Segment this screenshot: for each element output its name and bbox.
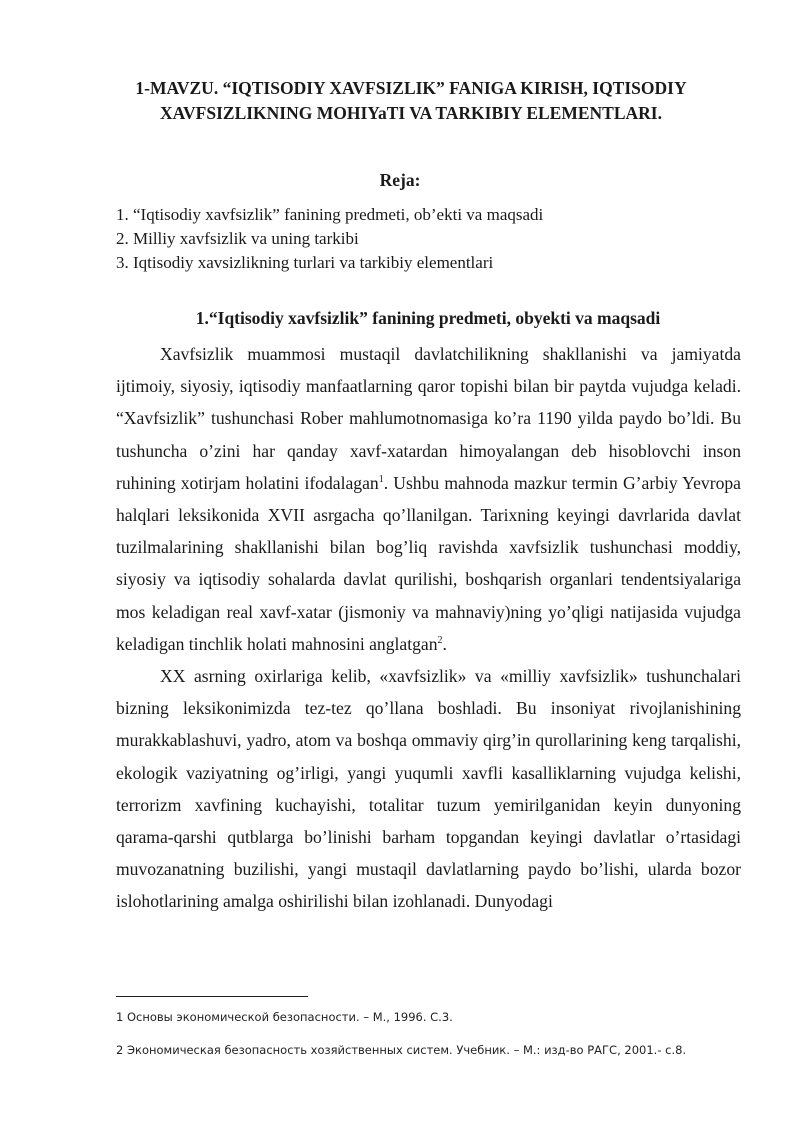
- section-heading: 1.“Iqtisodiy xavfsizlik” fanining predmeti, obyekti va maqsadi: [195, 308, 661, 328]
- paragraph-1-text-a: Xavfsizlik muammosi mustaqil davlatchilikning shakllanishi va jamiyatda ijtimoiy, siyosiy, iqtisodiy manfaatlarning qaror topishi bilan bir paytda vujudga keladi. “Xavfsizlik” tushunchasi Rober mahlumotnomasiga ko’ra 1190 yilda paydo bo’ldi. Bu tushuncha o’zini har qanday xavf-xatardan himoyalangan deb hisoblovchi inson ruhining xotirjam holatini ifodalagan: [116, 344, 741, 493]
- plan-heading: Reja:: [379, 170, 421, 190]
- body-text: [116, 338, 741, 918]
- paragraph-2: XX asrning oxirlariga kelib, «xavfsizlik» va «milliy xavfsizlik» tushunchalari bizning leksikonimizda tez-tez qo’llana boshladi. Bu insoniyat rivojlanishining murakkablashuvi, yadro, atom va boshqa ommaviy qirg’in qurollarining keng tarqalishi, ekologik vaziyatning og’irligi, yangi yuqumli xavfli kasalliklarning vujudga kelishi, terrorizm xavfining kuchayishi, totalitar tuzum yemirilganidan keyin dunyoning qarama-qarshi qutblarga bo’linishi barham topgandan keyingi davlatlar o’rtasidagi muvozanatning buzilishi, yangi mustaqil davlatlarning paydo bo’lishi, ularda bozor islohotlarining amalga oshirilishi bilan izohlanadi. Dunyodagi: [116, 666, 741, 912]
- paragraph-1: [116, 338, 741, 660]
- plan-item: 2. Milliy xavfsizlik va uning tarkibi: [116, 229, 359, 248]
- footnote-ref-1[interactable]: 1: [378, 473, 384, 485]
- footnote-separator: [116, 996, 308, 997]
- footnote-ref-2[interactable]: 2: [437, 634, 443, 646]
- footnote-1: 1 Основы экономической безопасности. – М., 1996. С.3.: [116, 1010, 453, 1024]
- plan-item: 3. Iqtisodiy xavsizlikning turlari va tarkibiy elementlari: [116, 253, 494, 272]
- footnote-2: 2 Экономическая безопасность хозяйственных систем. Учебник. – М.: изд-во РАГС, 2001.- с.8.: [116, 1043, 687, 1057]
- page-title: 1-MAVZU. “IQTISODIY XAVFSIZLIK” FANIGA KIRISH, IQTISODIY XAVFSIZLIKNING MOHIYaTI VA TARKIBIY ELEMENTLARI.: [135, 78, 687, 123]
- paragraph-1-text-b: . Ushbu mahnoda mazkur termin G’arbiy Yevropa halqlari leksikonida XVII asrgacha qo’llanilgan. Tarixning keyingi davrlarida davlat tuzilmalarining shakllanishi bilan bog’liq ravishda xavfsizlik tushunchasi moddiy, siyosiy va iqtisodiy sohalarda davlat qurilishi, boshqarish organlari tendentsiyalariga mos keladigan real xavf-xatar (jismoniy va mahnaviy)ning yo’qligi natijasida vujudga keladigan tinchlik holati mahnosini anglatgan: [116, 472, 741, 654]
- plan-item: 1. “Iqtisodiy xavfsizlik” fanining predmeti, ob’ekti va maqsadi: [116, 205, 544, 224]
- plan-list: [116, 203, 543, 275]
- paragraph-1-text-c: .: [442, 633, 447, 654]
